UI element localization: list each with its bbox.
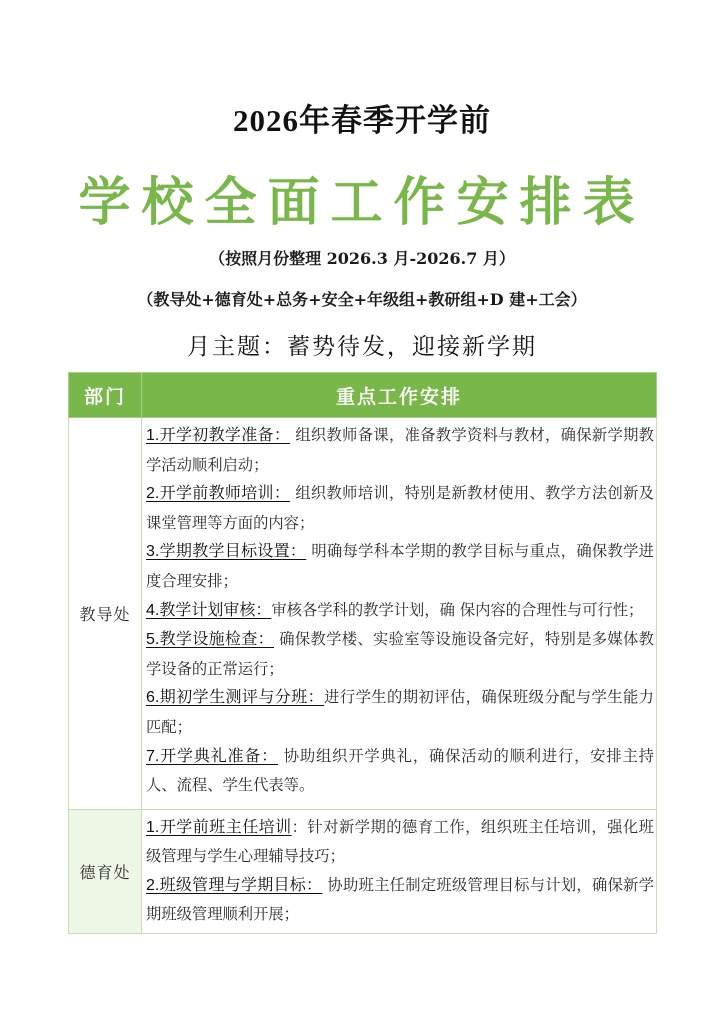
department-cell: 教导处	[69, 418, 142, 810]
task-title: 1.开学初教学准备：	[146, 427, 291, 444]
column-header-tasks: 重点工作安排	[142, 373, 657, 418]
task-description: 明确每学科本学期的教学目标与重点，确保教学进度合理安排；	[146, 542, 654, 590]
task-description: 组织教师培训，特别是新教材使用、教学方法创新及课堂管理等方面的内容；	[146, 484, 654, 532]
task-title: 3.学期教学目标设置：	[146, 543, 307, 561]
task-description: 进行学生的期初评估，确保班级分配与学生能力匹配；	[146, 688, 654, 736]
table-header-row	[69, 373, 657, 418]
column-header-department: 部门	[69, 373, 142, 418]
task-title: 2.开学前教师培训：	[146, 485, 291, 503]
task-title: 4.教学计划审核：	[146, 601, 272, 619]
tasks-cell	[142, 418, 657, 810]
month-theme: 月主题：蓄势待发，迎接新学期	[187, 334, 537, 360]
tasks-cell	[142, 809, 657, 933]
task-item	[146, 871, 654, 929]
task-description: ：针对新学期的德育工作，组织班主任培训，强化班级管理与学生心理辅导技巧；	[146, 817, 654, 866]
task-description: 协助组织开学典礼，确保活动的顺利进行，安排主持人、流程、学生代表等。	[146, 746, 654, 795]
table-row	[69, 418, 657, 810]
task-item	[146, 421, 654, 479]
task-title: 2.班级管理与学期目标：	[146, 876, 323, 894]
task-description: 协助班主任制定班级管理目标与计划，确保新学期班级管理顺利开展；	[146, 875, 654, 924]
task-list	[142, 810, 656, 933]
title-line-1: 2026年春季开学前	[233, 103, 491, 138]
task-item	[146, 813, 654, 871]
title-line-2: 学校全面工作安排表	[78, 173, 646, 233]
departments-subtitle: （教导处+德育处+总务+安全+年级组+教研组+D 建+工会）	[137, 290, 587, 309]
task-title: 5.教学设施检查：	[146, 631, 275, 649]
task-item	[146, 625, 654, 683]
task-list	[142, 418, 656, 804]
date-range-subtitle: （按照月份整理 2026.3 月-2026.7 月）	[209, 249, 515, 268]
task-description: 确保教学楼、实验室等设施设备完好，特别是多媒体教学设备的正常运行；	[146, 630, 654, 678]
task-title: 1.开学前班主任培训	[146, 818, 292, 836]
task-item	[146, 596, 654, 626]
task-item	[146, 683, 654, 741]
task-title: 6.期初学生测评与分班：	[146, 689, 325, 707]
task-item	[146, 742, 654, 800]
task-item	[146, 537, 654, 595]
task-title: 7.开学典礼准备：	[146, 747, 279, 765]
task-description: 审核各学科的教学计划，确 保内容的合理性与可行性；	[271, 600, 644, 619]
task-item	[146, 479, 654, 537]
task-description: 组织教师备课，准备教学资料与教材，确保新学期教学活动顺利启动；	[146, 426, 654, 474]
department-cell: 德育处	[69, 809, 142, 933]
table-row	[69, 809, 657, 933]
work-schedule-table	[68, 372, 657, 934]
